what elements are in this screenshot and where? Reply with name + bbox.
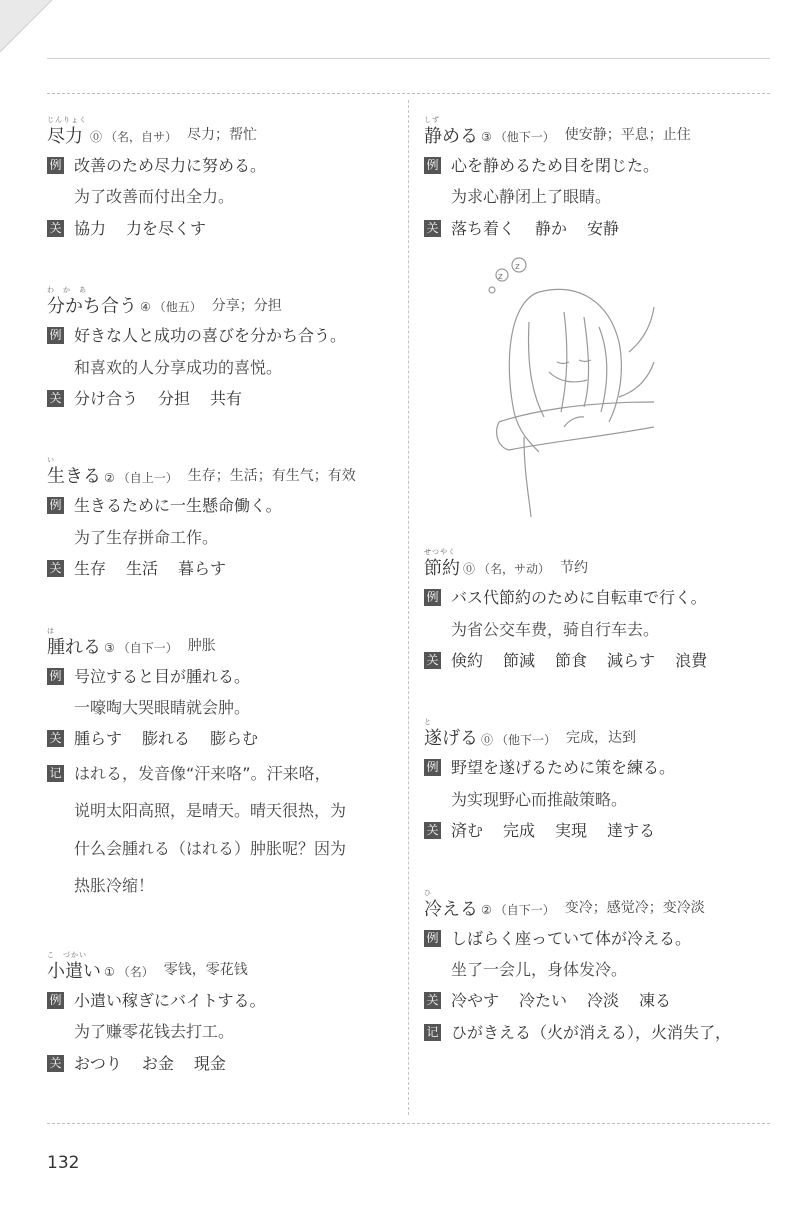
example-badge: 例 [47,327,64,344]
example-badge: 例 [424,930,441,947]
accent: ⓪ [481,732,494,747]
note-line: 说明太阳高照，是晴天。晴天很热，为 [74,801,347,821]
related-word: 落ち着く [451,218,516,238]
entry-shizumeru [424,108,779,240]
furigana: と [424,718,432,727]
header-rule [47,93,770,94]
example-sentence-jp: 好きな人と成功の喜びを分かち合う。 [74,326,347,346]
top-rule [47,58,770,59]
related-word: 冷淡 [587,991,620,1011]
definition: 分享；分担 [211,297,282,314]
accent: ① [104,965,115,980]
related-word: 済む [451,821,484,841]
furigana: せつやく [424,548,456,557]
footer-rule [47,1123,770,1124]
entry-header [424,540,779,578]
example-sentence-jp: 野望を遂げるために策を練る。 [451,758,676,778]
related-badge: 关 [47,1055,64,1072]
entry-header [47,943,402,981]
related-words [451,650,707,672]
headword: 節約 [424,558,460,580]
example-sentence-jp: 小遣い稼ぎにバイトする。 [74,991,266,1011]
related-badge: 关 [47,390,64,407]
related-words [74,218,226,240]
example-badge: 例 [47,992,64,1009]
related-word: 腫らす [74,729,123,749]
headword: 分かち合う [47,296,137,318]
example-sentence-jp: 生きるために一生懸命働く。 [74,496,282,516]
entry-wakachiau [47,278,402,410]
related-word: 協力 [74,218,107,238]
entry-header [47,448,402,486]
related-words [74,728,278,750]
definition: 零钱，零花钱 [163,962,248,979]
related-word: 共有 [210,388,243,408]
definition: 尽力；帮忙 [187,127,258,144]
related-word: 実現 [555,821,588,841]
entry-header [424,108,779,146]
example-sentence-jp: 心を静めるため目を閉じた。 [451,156,660,175]
part-of-speech: （他五） [153,300,202,315]
definition: 节约 [560,559,589,576]
left-column [47,108,402,1113]
furigana: じんりょく [47,116,87,124]
example-sentence-jp: バス代節約のために自転車で行く。 [451,588,707,608]
accent: ② [481,902,492,917]
example-translation-cn: 坐了一会儿，身体发冷。 [451,959,628,979]
part-of-speech: （自下一） [494,902,555,917]
entry-kozukai [47,943,402,1075]
entry-setsuyaku [424,540,779,672]
related-word: 安静 [587,218,620,238]
related-word: 力を尽くす [126,218,207,238]
sleeping-girl-illustration [469,252,659,522]
entry-jinryoku [47,108,402,240]
related-badge: 关 [47,560,64,577]
related-badge: 关 [424,992,441,1009]
related-words [451,820,675,842]
example-sentence-jp: 改善のため尽力に努める。 [74,156,267,175]
part-of-speech: （他下一） [496,732,557,747]
related-word: 凍る [639,991,672,1011]
related-badge: 关 [47,220,64,237]
entry-header [47,619,402,657]
part-of-speech: （名，自サ） [105,130,178,145]
related-badge: 关 [424,652,441,669]
definition: 肿胀 [187,637,216,654]
zz-letter: z [515,262,520,273]
headword: 腫れる [47,636,101,658]
example-badge: 例 [424,589,441,606]
definition: 变冷；感觉冷；变冷淡 [564,899,705,916]
part-of-speech: （自上一） [117,470,178,485]
note-line: 热胀冷缩！ [74,876,155,896]
related-badge: 关 [47,730,64,747]
entry-header [424,881,779,919]
entry-ikiru [47,448,402,580]
furigana: こ づかい [47,951,87,960]
furigana: は [47,626,55,635]
example-badge: 例 [47,157,64,174]
note-badge: 记 [47,765,64,782]
part-of-speech: （他下一） [494,130,555,145]
column-divider [408,100,409,1115]
example-translation-cn: 为了改善而付出全力。 [74,187,235,207]
related-word: 達する [607,821,656,841]
note-line: はれる，发音像“汗来咯”。汗来咯， [74,763,331,783]
related-word: 分担 [158,388,191,408]
related-word: 膨れる [142,729,191,749]
headword: 遂げる [424,728,478,750]
related-word: 冷やす [451,991,500,1011]
example-badge: 例 [424,759,441,776]
related-word: 暮らす [178,559,227,579]
related-word: 浪費 [675,650,708,670]
example-badge: 例 [424,157,441,174]
example-translation-cn: 为了生存拼命工作。 [74,527,219,547]
example-translation-cn: 一嚎啕大哭眼睛就会肿。 [74,697,251,717]
accent: ④ [140,300,151,315]
related-words [74,388,262,410]
example-badge: 例 [47,668,64,685]
example-translation-cn: 和喜欢的人分享成功的喜悦。 [74,357,283,377]
entry-header [47,108,402,146]
headword: 冷える [424,898,478,920]
accent: ③ [104,640,115,655]
memory-note: ひがきえる（火が消える），火消失了， [451,1022,732,1042]
accent: ⓪ [90,130,103,145]
related-word: 分け合う [74,388,139,408]
accent: ③ [481,130,492,145]
related-word: 膨らむ [210,729,259,749]
related-word: 完成 [503,821,536,841]
related-words [451,990,691,1012]
definition: 使安静；平息；止住 [564,127,691,144]
related-word: おつり [74,1053,122,1073]
entry-hieru [424,881,779,1045]
entry-hareru [47,619,402,906]
related-word: 生存 [74,559,107,579]
related-badge: 关 [424,822,441,839]
headword: 小遣い [47,961,101,983]
related-word: 冷たい [519,991,568,1011]
related-word: 減らす [607,650,656,670]
related-words [74,1053,246,1075]
related-word: 生活 [126,559,159,579]
example-translation-cn: 为省公交车费，骑自行车去。 [451,619,660,639]
entry-header [424,710,779,748]
furigana: い [47,456,55,465]
example-badge: 例 [47,497,64,514]
right-column [424,108,779,1082]
page-corner-fold [0,0,52,52]
related-word: 節減 [503,650,536,670]
part-of-speech: （自下一） [117,640,178,655]
furigana: ひ [424,888,432,897]
headword: 静める [424,126,478,147]
related-words [451,218,639,240]
note-line: 什么会腫れる（はれる）肿胀呢？因为 [74,838,347,858]
memory-note [74,755,346,905]
part-of-speech: （名，サ动） [478,562,551,577]
definition: 生存；生活；有生气；有效 [187,467,356,484]
page-number: 132 [47,1153,80,1173]
definition: 完成，达到 [566,729,637,746]
accent: ② [104,470,115,485]
headword: 尽力 [47,126,83,147]
example-translation-cn: 为了赚零花钱去打工。 [74,1022,235,1042]
related-word: 静か [535,218,568,238]
related-word: 現金 [193,1053,226,1073]
related-word: 節食 [555,650,588,670]
example-sentence-jp: 号泣すると目が腫れる。 [74,666,251,686]
entry-header [47,278,402,316]
furigana: わ か あ [47,286,87,295]
entry-togeru [424,710,779,842]
furigana: しず [424,116,440,124]
related-word: 倹約 [451,650,484,670]
related-word: お金 [141,1053,174,1073]
related-words [74,558,246,580]
note-badge: 记 [424,1024,441,1041]
zz-letter: z [498,272,503,283]
example-sentence-jp: しばらく座っていて体が冷える。 [451,928,692,948]
example-translation-cn: 为求心静闭上了眼睛。 [451,187,612,207]
related-badge: 关 [424,220,441,237]
accent: ⓪ [463,562,476,577]
headword: 生きる [47,466,101,488]
example-translation-cn: 为实现野心而推敲策略。 [451,789,628,809]
part-of-speech: （名） [117,965,154,980]
